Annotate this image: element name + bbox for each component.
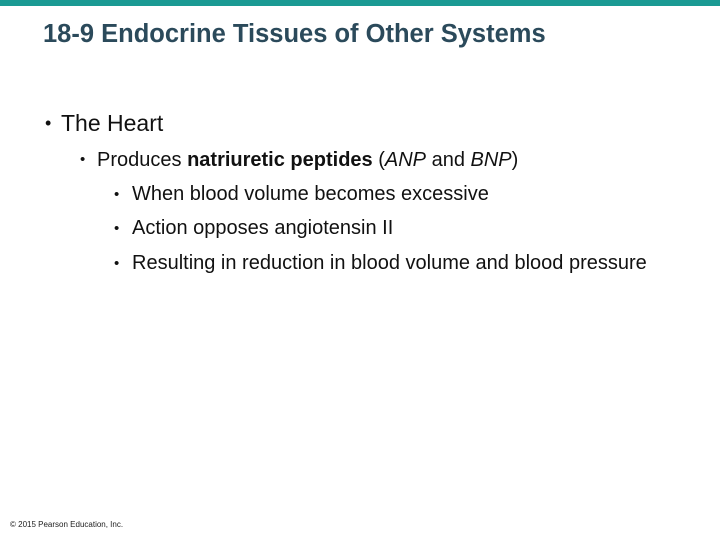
bullet-dot-icon: • bbox=[114, 220, 120, 237]
slide-title: 18-9 Endocrine Tissues of Other Systems bbox=[43, 20, 546, 48]
bullet-dot-icon: • bbox=[45, 113, 52, 133]
top-accent-bar bbox=[0, 0, 720, 6]
text-and: and bbox=[426, 149, 471, 171]
text-prefix: Produces bbox=[97, 149, 188, 171]
bullet-text-produces bbox=[97, 146, 518, 174]
text-italic-anp: ANP bbox=[384, 149, 427, 171]
bullet-text: When blood volume becomes excessive bbox=[132, 183, 489, 205]
bullet-dot-icon: • bbox=[114, 186, 120, 203]
bullet-dot-icon: • bbox=[80, 151, 86, 168]
text-bold-term: natriuretic peptides bbox=[187, 149, 373, 171]
bullet-text: Action opposes angiotensin II bbox=[132, 217, 394, 239]
text-close-paren: ) bbox=[511, 149, 519, 171]
text-open-paren: ( bbox=[372, 149, 385, 171]
bullet-text: Resulting in reduction in blood volume and blood pressure bbox=[132, 252, 647, 274]
text-italic-bnp: BNP bbox=[470, 149, 512, 171]
bullet-text-heart: The Heart bbox=[61, 110, 164, 136]
copyright-notice: © 2015 Pearson Education, Inc. bbox=[10, 520, 124, 529]
bullet-dot-icon: • bbox=[114, 255, 120, 272]
